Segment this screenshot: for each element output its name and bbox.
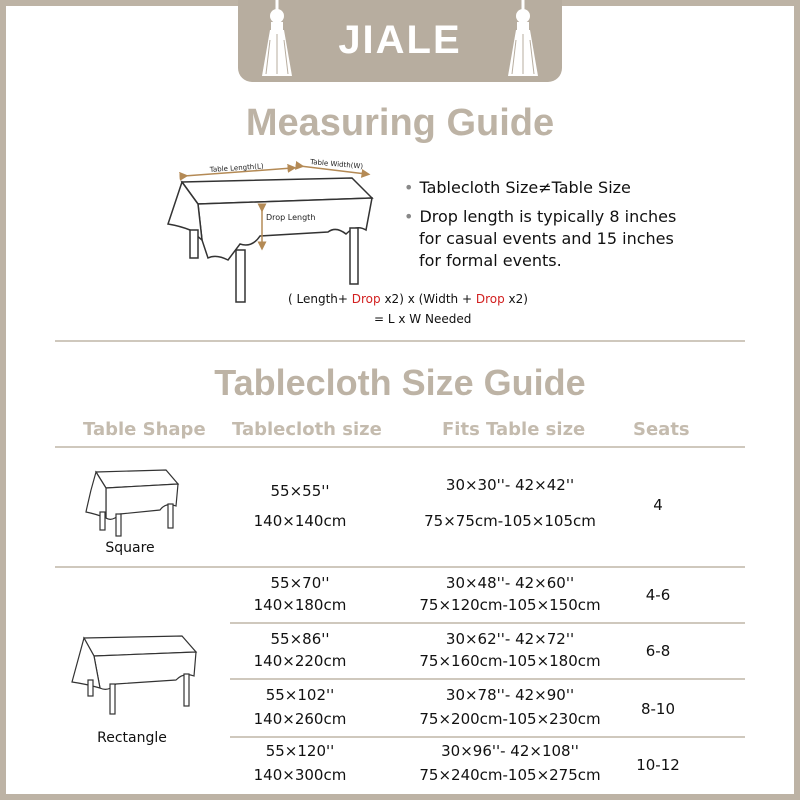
rectangle-shape-label: Rectangle <box>97 730 167 746</box>
rect-size-in: 55×102'' <box>265 686 335 704</box>
bullet-text-2: Drop length is typically 8 inches <box>419 207 677 226</box>
rect-fits-cm: 75×200cm-105×230cm <box>419 710 601 728</box>
table-measure-diagram <box>160 150 390 310</box>
row-divider <box>55 566 745 568</box>
measuring-guide-title: Measuring Guide <box>245 102 555 144</box>
bullet-drop-note-line2: for casual events and 15 inches <box>419 229 674 248</box>
square-shape-label: Square <box>105 540 155 556</box>
rect-seats: 8-10 <box>640 700 676 718</box>
formula-part: ( Length+ <box>288 292 352 306</box>
right-tassel-icon <box>500 0 546 80</box>
formula-drop-word: Drop <box>475 292 505 306</box>
size-guide-title: Tablecloth Size Guide <box>214 362 586 403</box>
bullet-text-1: Tablecloth Size≠Table Size <box>419 178 631 197</box>
header-divider <box>55 446 745 448</box>
square-seats: 4 <box>653 496 663 514</box>
rect-fits-in: 30×78''- 42×90'' <box>445 686 575 704</box>
formula-drop-word: Drop <box>351 292 381 306</box>
square-size-cm: 140×140cm <box>253 512 347 530</box>
formula-part: x2) x (Width + <box>380 292 476 306</box>
rect-fits-in: 30×96''- 42×108'' <box>441 742 579 760</box>
left-tassel-icon <box>254 0 300 80</box>
bullet-dot-icon: • <box>404 178 414 197</box>
rect-seats: 4-6 <box>645 586 671 604</box>
square-fits-cm: 75×75cm-105×105cm <box>424 512 596 530</box>
rect-size-cm: 140×300cm <box>253 766 347 784</box>
header-table-shape: Table Shape <box>83 419 206 440</box>
bullet-drop-note-line3: for formal events. <box>419 251 562 270</box>
section-divider <box>55 340 745 342</box>
formula-line-1 <box>288 292 528 306</box>
brand-name: JIALE <box>338 18 462 62</box>
rect-size-in: 55×120'' <box>265 742 335 760</box>
rect-size-in: 55×86'' <box>270 630 330 648</box>
formula-part: x2) <box>504 292 528 306</box>
square-size-in: 55×55'' <box>270 482 330 500</box>
rect-size-cm: 140×260cm <box>253 710 347 728</box>
rect-fits-in: 30×48''- 42×60'' <box>445 574 575 592</box>
diagram-drop-label: Drop Length <box>266 213 316 222</box>
rect-size-cm: 140×220cm <box>253 652 347 670</box>
diagram-width-label: Table Width(W) <box>309 158 364 171</box>
rect-fits-in: 30×62''- 42×72'' <box>445 630 575 648</box>
bullet-size-note <box>404 177 631 199</box>
formula-line-2: = L x W Needed <box>374 312 472 326</box>
header-seats: Seats <box>633 419 690 440</box>
bullet-dot-icon: • <box>404 207 414 226</box>
rect-fits-cm: 75×160cm-105×180cm <box>419 652 601 670</box>
row-divider <box>230 678 745 680</box>
row-divider <box>230 736 745 738</box>
header-fits-table-size: Fits Table size <box>442 419 586 440</box>
rect-size-in: 55×70'' <box>270 574 330 592</box>
bullet-drop-note <box>404 206 676 228</box>
diagram-length-label: Table Length(L) <box>209 162 264 174</box>
rect-seats: 10-12 <box>636 756 680 774</box>
rect-fits-cm: 75×120cm-105×150cm <box>419 596 601 614</box>
rect-seats: 6-8 <box>645 642 671 660</box>
row-divider <box>230 622 745 624</box>
header-tablecloth-size: Tablecloth size <box>232 419 382 440</box>
rectangle-table-icon <box>64 628 210 720</box>
rect-fits-cm: 75×240cm-105×275cm <box>419 766 601 784</box>
square-fits-in: 30×30''- 42×42'' <box>445 476 575 494</box>
square-table-icon <box>80 460 190 540</box>
rect-size-cm: 140×180cm <box>253 596 347 614</box>
